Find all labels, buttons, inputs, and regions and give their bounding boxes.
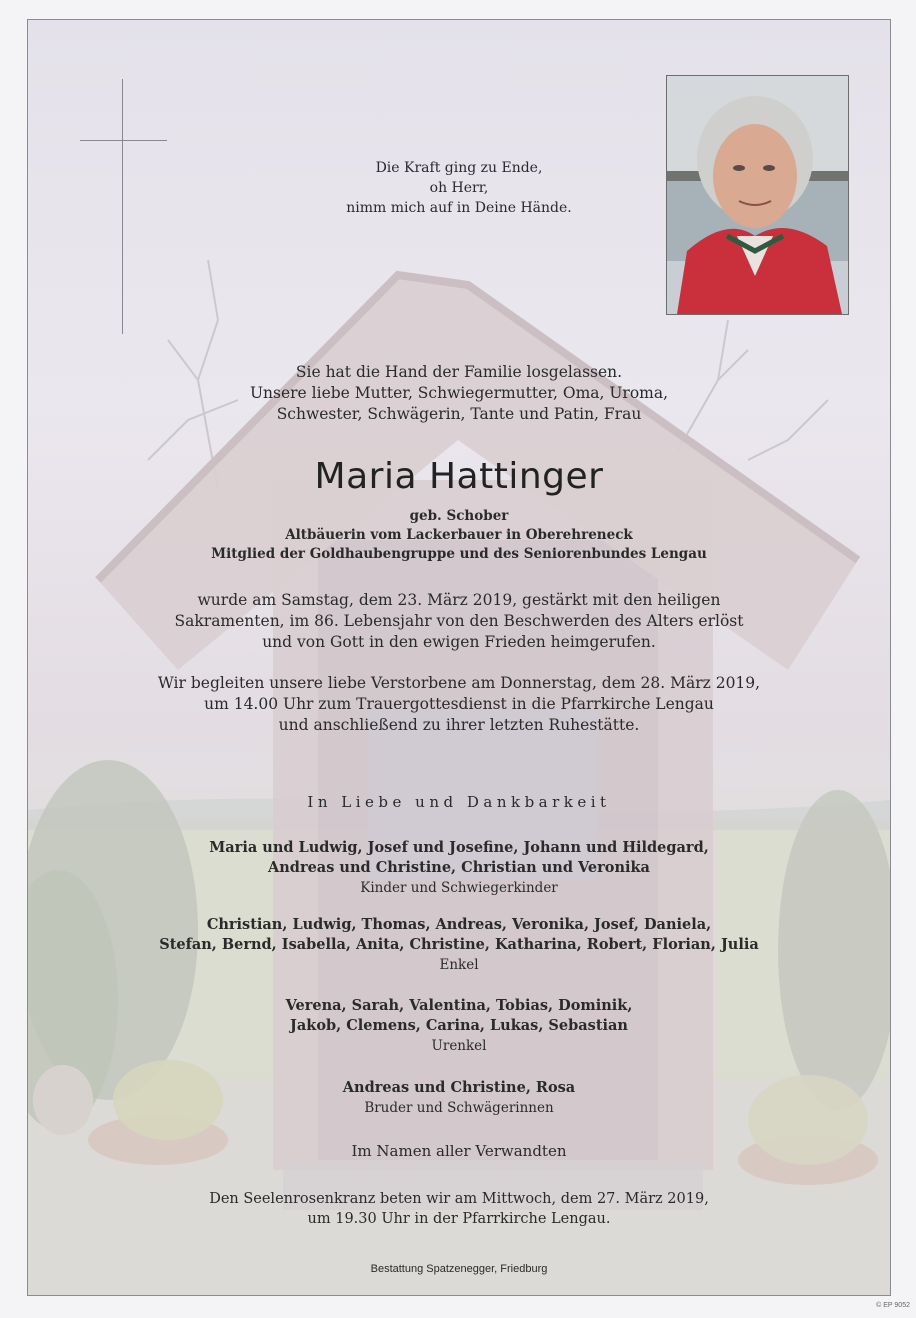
bible-quote: [28, 158, 890, 218]
rosary-notice: [28, 1189, 890, 1229]
thanks-heading: In Liebe und Dankbarkeit: [307, 793, 611, 811]
funeral-notice: [28, 673, 890, 736]
family-names: Andreas und Christine, Rosa: [342, 1079, 576, 1096]
family-role: Urenkel: [431, 1038, 487, 1054]
family-role: Enkel: [439, 957, 479, 973]
family-names: Verena, Sarah, Valentina, Tobias, Dominik,: [285, 997, 633, 1014]
family-names: Andreas und Christine, Christian und Veronika: [268, 859, 650, 876]
death-notice: [28, 590, 890, 653]
family-names: Christian, Ludwig, Thomas, Andreas, Veronika, Josef, Daniela,: [206, 916, 712, 933]
family-group-siblings: [28, 1078, 890, 1118]
deceased-name: Maria Hattinger: [314, 456, 604, 497]
death-notice-line: und von Gott in den ewigen Frieden heimgerufen.: [262, 633, 656, 651]
funeral-notice-line: Wir begleiten unsere liebe Verstorbene am Donnerstag, dem 28. März 2019,: [157, 674, 761, 692]
parte-card: [27, 19, 891, 1296]
family-names: Jakob, Clemens, Carina, Lukas, Sebastian: [290, 1017, 628, 1034]
family-group-great-grandchildren: [28, 996, 890, 1056]
death-notice-line: wurde am Samstag, dem 23. März 2019, gestärkt mit den heiligen: [197, 591, 721, 609]
family-group-children: [28, 838, 890, 898]
family-group-grandchildren: [28, 915, 890, 975]
family-role: Bruder und Schwägerinnen: [364, 1100, 554, 1116]
occupation: Altbäuerin vom Lackerbauer in Oberehreneck: [285, 527, 633, 543]
rosary-line: um 19.30 Uhr in der Pfarrkirche Lengau.: [307, 1211, 611, 1227]
intro-text: [28, 362, 890, 425]
quote-line: nimm mich auf in Deine Hände.: [346, 200, 572, 216]
membership: Mitglied der Goldhaubengruppe und des Seniorenbundes Lengau: [211, 546, 707, 562]
print-code: © EP 9052: [876, 1302, 910, 1309]
intro-line: Sie hat die Hand der Familie losgelassen.: [295, 363, 623, 381]
family-names: Stefan, Bernd, Isabella, Anita, Christine, Katharina, Robert, Florian, Julia: [159, 936, 759, 953]
cross-horizontal-bar: [80, 140, 167, 141]
maiden-name: geb. Schober: [409, 508, 509, 524]
funeral-notice-line: und anschließend zu ihrer letzten Ruhestätte.: [278, 716, 640, 734]
intro-line: Unsere liebe Mutter, Schwiegermutter, Oma, Uroma,: [249, 384, 669, 402]
rosary-line: Den Seelenrosenkranz beten wir am Mittwoch, dem 27. März 2019,: [209, 1191, 709, 1207]
deceased-details: [28, 507, 890, 564]
family-names: Maria und Ludwig, Josef und Josefine, Johann und Hildegard,: [209, 839, 709, 856]
funeral-home: Bestattung Spatzenegger, Friedburg: [370, 1263, 548, 1275]
intro-line: Schwester, Schwägerin, Tante und Patin, Frau: [276, 405, 642, 423]
death-notice-line: Sakramenten, im 86. Lebensjahr von den Beschwerden des Alters erlöst: [174, 612, 744, 630]
funeral-notice-line: um 14.00 Uhr zum Trauergottesdienst in die Pfarrkirche Lengau: [204, 695, 714, 713]
quote-line: Die Kraft ging zu Ende,: [375, 160, 543, 176]
closing-line: Im Namen aller Verwandten: [351, 1142, 567, 1160]
family-role: Kinder und Schwiegerkinder: [360, 880, 558, 896]
quote-line: oh Herr,: [429, 180, 489, 196]
